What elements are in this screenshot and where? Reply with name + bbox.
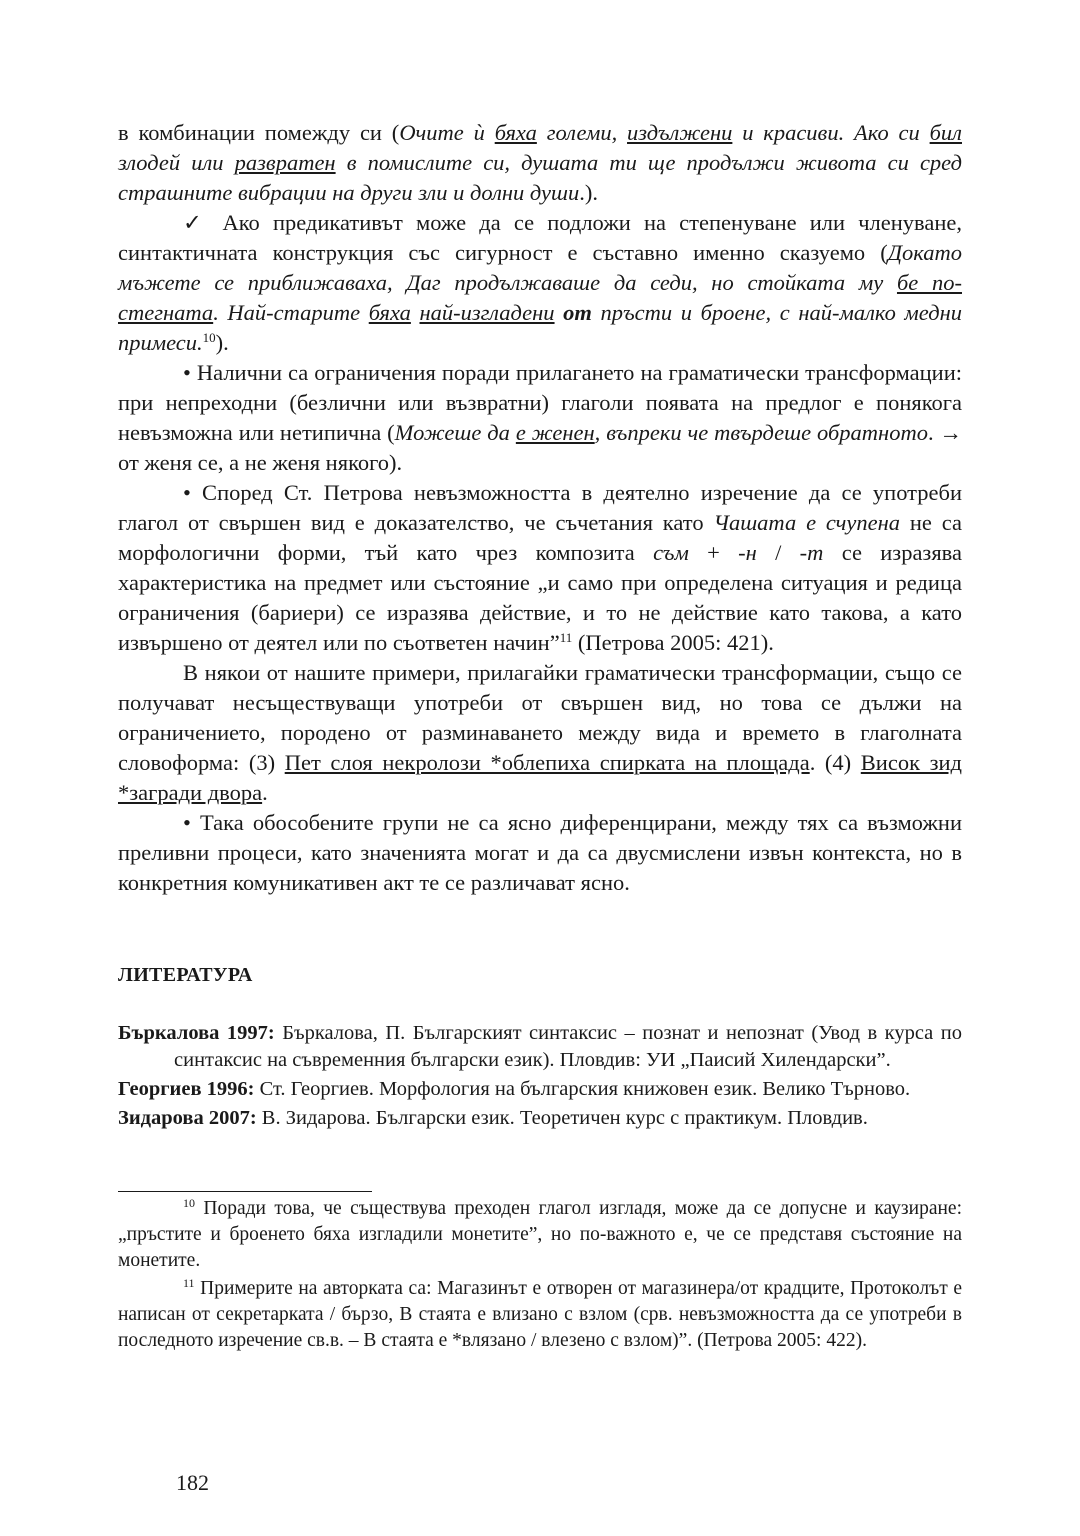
- paragraph-4: • Според Ст. Петрова невъзможността в деятелно изречение да се употреби глагол от свършен вид е доказателство, че съчетания като Чашата е счупена не са морфологични форми, тъй като чрез композита съм + -н / -т се изразява характеристика на предмет или състояние „и само при определена ситуация и редица ограничения (бариери) се изразява действие, и то не действие като такова, а като извършено от деятел или по съответен начин”$^{11}$ (Петрова 2005: 421).: [118, 480, 962, 655]
- footnote-ref-11: 11: [559, 630, 573, 645]
- paragraph-5: В някои от нашите примери, прилагайки граматически трансформации, също се получават несъществуващи употреби от свършен вид, но това се дължи на ограничението, породено от разминаването между вида и времето в глаголната словоформа: (3) Пет слоя некролози *облепиха спирката на площада. (4) Висок зид *загради двора.: [118, 660, 962, 805]
- paragraph-2: ✓ Ако предикативът може да се подложи на степенуване или членуване, синтактичната конструкция със сигурност е съставно именно сказуемо (Докато мъжете се приближаваха, Даг продължаваше да седи, но стойката му бе по-стегната. Най-старите бяха най-изгладени от пръсти и броене, с най-малко медни примеси.$^{10}$).: [118, 210, 962, 355]
- footnotes: [118, 1196, 962, 1356]
- paragraph-6: • Така обособените групи не са ясно диференцирани, между тях са възможни преливни процеси, като значенията могат и да са двусмислени извън контекста, но в конкретния комуникативен акт те се различават ясно.: [118, 810, 962, 895]
- reference-list: [118, 1020, 962, 1134]
- reference-item: Зидарова 2007: В. Зидарова. Български език. Теоретичен курс с практикум. Пловдив.: [118, 1107, 868, 1129]
- footnote-11: $^{11}$ Примерите на авторката са: Магазинът е отворен от магазинера/от крадците, Протоколът е написан от секретарката / бързо, В стаята е влизано с взлом (срв. невъзможността да се употреби в последното изречение св.в. – В стаята е *влязано / влезено с взлом)”. (Петрова 2005: 422).: [118, 1276, 962, 1351]
- example-3: Пет слоя некролози *облепиха спирката на площада: [284, 750, 810, 775]
- literature-heading: ЛИТЕРАТУРА: [118, 964, 253, 986]
- footnote-separator: [118, 1191, 372, 1192]
- example-text: Докато мъжете се приближаваха, Даг продължаваше да седи, но стойката му бе по-стегната. Най-старите бяха най-изгладени от пръсти и броене, с най-малко медни примеси.: [118, 240, 962, 355]
- reference-item: Георгиев 1996: Ст. Георгиев. Морфология на българския книжовен език. Велико Търново.: [118, 1078, 911, 1100]
- page-number: 182: [176, 1470, 209, 1495]
- reference-item: Бъркалова 1997: Бъркалова, П. Българският синтаксис – познат и непознат (Увод в курса по синтаксис на съвременния български език). Пловдив: УИ „Паисий Хилендарски”.: [118, 1022, 962, 1071]
- example-4: Висок зид *загради двора: [118, 750, 962, 805]
- example-text: Можеше да е женен, въпреки че твърдеше обратното: [394, 420, 928, 445]
- example-text: Очите ѝ бяха големи, издължени и красиви. Ако си бил злодей или развратен в помислите си, душата ти ще продължи живота си сред страшните вибрации на други зли и долни души: [118, 120, 962, 205]
- paragraph-1: в комбинации помежду си (Очите ѝ бяха големи, издължени и красиви. Ако си бил злодей или развратен в помислите си, душата ти ще продължи живота си сред страшните вибрации на други зли и долни души.).: [118, 120, 962, 205]
- footnote-10: $^{10}$ Поради това, че съществува преходен глагол изгладя, може да се допусне и каузиране: „пръстите и броенето бяха изгладили монетите”, но по-важното е, че се представя състояние на монетите.: [118, 1196, 962, 1271]
- paragraph-3: • Налични са ограничения поради прилагането на граматически трансформации: при непреходни (безлични или възвратни) глаголи появата на предлог е понякога невъзможна или нетипична (Можеше да е женен, въпреки че твърдеше обратното. → от женя се, а не женя някого).: [118, 360, 963, 475]
- footnote-ref-10: 10: [202, 330, 216, 345]
- body-text: [118, 118, 962, 898]
